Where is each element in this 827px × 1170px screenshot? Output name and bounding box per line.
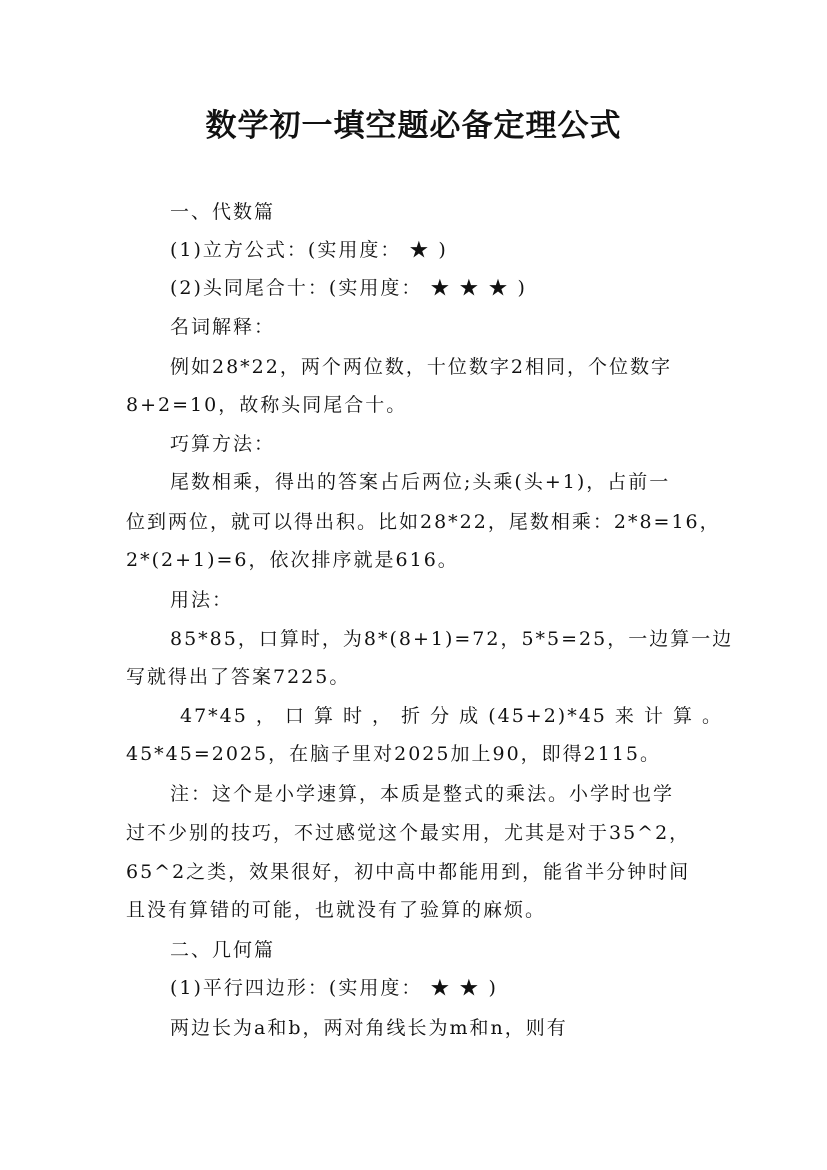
text-line: 45*45=2025，在脑子里对2025加上90，即得2115。 [126,743,662,765]
text-line: 尾数相乘，得出的答案占后两位;头乘(头+1)，占前一 [170,471,671,493]
text-line: 写就得出了答案7225。 [126,666,351,688]
text-line: 8+2=10，故称头同尾合十。 [126,394,408,416]
section-heading-algebra: 一、代数篇 [170,201,276,223]
text-line: 47*45 ， 口 算 时 ， 折 分 成 (45+2)*45 来 计 算 。 [180,705,724,727]
text-line: 过不少别的技巧，不过感觉这个最实用，尤其是对于35^2， [126,822,691,844]
document-title: 数学初一填空题必备定理公式 [205,108,622,144]
text-line: 2*(2+1)=6，依次排序就是616。 [126,549,459,571]
text-line: (1)立方公式：(实用度： ★ ) [170,239,448,261]
section-heading-geometry: 二、几何篇 [170,939,276,961]
text-line: 位到两位，就可以得出积。比如28*22，尾数相乘：2*8=16， [126,511,721,533]
text-line: 注：这个是小学速算，本质是整式的乘法。小学时也学 [170,783,675,805]
text-line: 巧算方法： [170,433,276,455]
text-line: (1)平行四边形：(实用度： ★ ★ ) [170,977,498,999]
text-line: 例如28*22，两个两位数，十位数字2相同，个位数字 [170,356,672,378]
text-line: (2)头同尾合十：(实用度： ★ ★ ★ ) [170,277,527,299]
text-line: 85*85，口算时，为8*(8+1)=72，5*5=25，一边算一边 [170,628,734,650]
text-line: 用法： [170,589,234,611]
text-line: 65^2之类，效果很好，初中高中都能用到，能省半分钟时间 [126,861,691,883]
text-line: 两边长为a和b，两对角线长为m和n，则有 [170,1017,568,1039]
text-line: 且没有算错的可能，也就没有了验算的麻烦。 [126,899,547,921]
text-line: 名词解释： [170,316,276,338]
